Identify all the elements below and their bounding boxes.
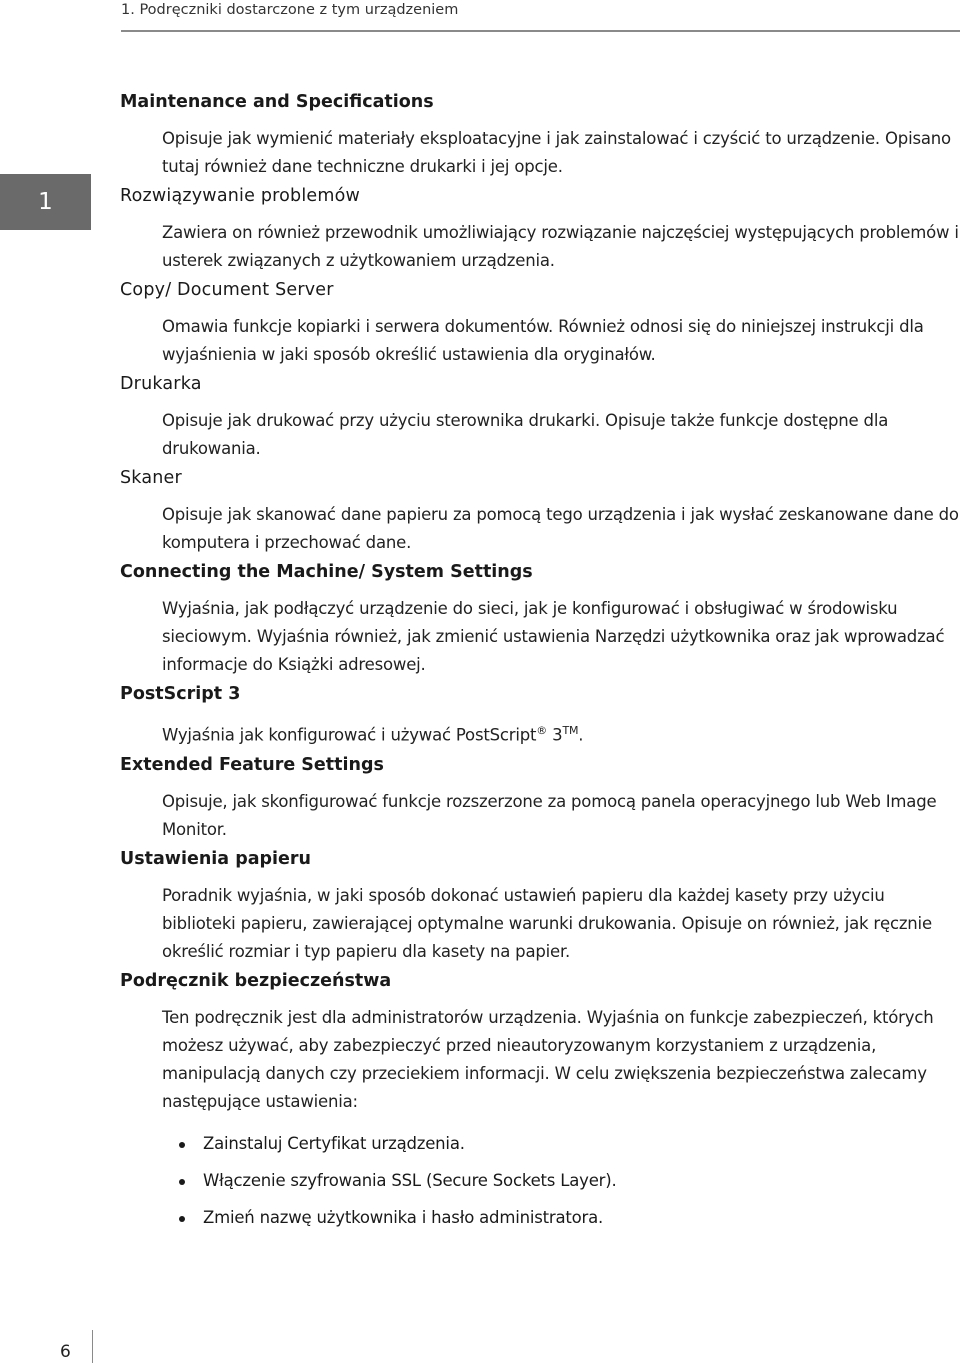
- entry-maintenance: [120, 88, 960, 181]
- entry-title: PostScript 3: [120, 684, 241, 704]
- entry-title: Skaner: [120, 468, 182, 488]
- entry-connecting-machine: [120, 558, 960, 679]
- desc-text: .: [578, 725, 584, 745]
- bullet-icon: [179, 1142, 185, 1148]
- registered-mark: ®: [536, 724, 548, 737]
- entry-description: Opisuje, jak skonfigurować funkcje rozszerzone za pomocą panela operacyjnego lub Web Image Monitor.: [162, 791, 937, 839]
- entry-copy-document-server: [120, 276, 960, 369]
- manual-list: [120, 88, 960, 1241]
- desc-text: Wyjaśnia jak konfigurować i używać PostScript: [162, 725, 537, 745]
- bullet-icon: [179, 1179, 185, 1185]
- chapter-tab: [0, 174, 91, 230]
- entry-description: [162, 717, 960, 750]
- entry-security-guide: [120, 967, 960, 1232]
- list-item-text: Włączenie szyfrowania SSL (Secure Sockets Layer).: [203, 1170, 617, 1190]
- footer-divider: [92, 1330, 93, 1363]
- entry-description: Omawia funkcje kopiarki i serwera dokumentów. Również odnosi się do niniejszej instrukcji dla wyjaśnienia w jaki sposób określić ustawienia dla oryginałów.: [162, 317, 924, 364]
- entry-title: Drukarka: [120, 374, 202, 394]
- entry-printer: [120, 370, 960, 463]
- entry-postscript: [120, 680, 960, 750]
- entry-paper-settings: [120, 845, 960, 966]
- entry-description: Zawiera on również przewodnik umożliwiający rozwiązanie najczęściej występujących problemów i usterek związanych z użytkowaniem urządzenia.: [162, 223, 959, 270]
- entry-description: Poradnik wyjaśnia, w jaki sposób dokonać ustawień papieru dla każdej kasety przy użyciu biblioteki papieru, zawierającej optymalne warunki drukowania. Opisuje on również, jak ręcznie określić rozmiar i typ papieru dla kasety na papier.: [162, 885, 932, 961]
- entry-description: Opisuje jak wymienić materiały eksploatacyjne i jak zainstalować i czyścić to urządzenie. Opisano tutaj również dane techniczne drukarki i jej opcje.: [162, 129, 951, 176]
- running-header: 1. Podręczniki dostarczone z tym urządzeniem: [121, 2, 459, 18]
- list-item: [162, 1204, 960, 1232]
- trademark-mark: TM: [562, 724, 579, 737]
- entry-description: Opisuje jak drukować przy użyciu sterownika drukarki. Opisuje także funkcje dostępne dla drukowania.: [162, 411, 889, 458]
- list-item-text: Zmień nazwę użytkownika i hasło administratora.: [203, 1207, 604, 1227]
- security-settings-list: [162, 1130, 960, 1232]
- list-item: [162, 1167, 960, 1195]
- entry-title: Maintenance and Specifications: [120, 92, 434, 112]
- entry-description: Wyjaśnia, jak podłączyć urządzenie do sieci, jak je konfigurować i obsługiwać w środowisku sieciowym. Wyjaśnia również, jak zmienić ustawienia Narzędzi użytkownika oraz jak wprowadzać informacje do Książki adresowej.: [162, 599, 945, 674]
- page-number: 6: [60, 1342, 71, 1362]
- entry-title: Ustawienia papieru: [120, 848, 312, 869]
- header-divider: [121, 30, 960, 32]
- entry-title: Rozwiązywanie problemów: [120, 186, 361, 206]
- desc-text: 3: [547, 725, 563, 745]
- entry-troubleshooting: [120, 182, 960, 275]
- chapter-number: 1: [38, 189, 53, 215]
- entry-title: Podręcznik bezpieczeństwa: [120, 970, 392, 991]
- entry-scanner: [120, 464, 960, 557]
- entry-title: Copy/ Document Server: [120, 280, 334, 300]
- list-item-text: Zainstaluj Certyfikat urządzenia.: [203, 1133, 465, 1153]
- list-item: [162, 1130, 960, 1158]
- entry-extended-features: [120, 751, 960, 844]
- entry-title: Extended Feature Settings: [120, 754, 384, 775]
- bullet-icon: [179, 1216, 185, 1222]
- entry-description: Opisuje jak skanować dane papieru za pomocą tego urządzenia i jak wysłać zeskanowane dane do komputera i przechować dane.: [162, 505, 959, 552]
- entry-description: Ten podręcznik jest dla administratorów urządzenia. Wyjaśnia on funkcje zabezpieczeń, których możesz używać, aby zabezpieczyć przed nieautoryzowanym korzystaniem z urządzenia, manipulacją danych czy przeciekiem informacji. W celu zwiększenia bezpieczeństwa zalecamy następujące ustawienia:: [162, 1007, 934, 1111]
- entry-title: Connecting the Machine/ System Settings: [120, 562, 533, 582]
